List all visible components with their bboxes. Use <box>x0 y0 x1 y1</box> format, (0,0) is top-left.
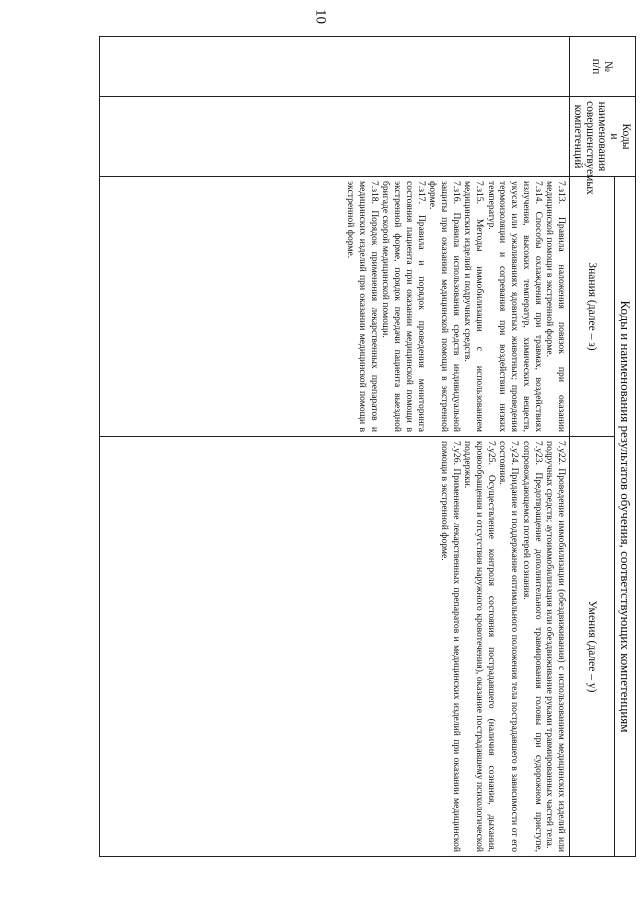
header-skills: Умения (далее – у) <box>570 437 615 857</box>
page-number: 10 <box>312 9 329 24</box>
competency-table <box>99 36 636 857</box>
skill-item: 7.у26. Применение лекарственных препаратов и медицинских изделий при оказании медицинской помощи в экстренной форме. <box>438 441 462 852</box>
knowledge-item: 7.з18. Порядок применения лекарственных препаратов и медицинских изделий при оказании медицинской помощи в экстренной форме. <box>345 181 380 432</box>
knowledge-item: 7.з14. Способы охлаждения при травмах, воздействиях излучения, высоких температур, химических веществ, укусах или ужаливаниях ядовитых животных; проведения термоизоляции и согревания при воздействии низких температур. <box>485 181 544 432</box>
knowledge-item: 7.з17. Правила и порядок проведения мониторинга состояния пациента при оказании медицинской помощи в экстренной форме, порядок передачи пациента выездной бригаде скорой медицинской помощи. <box>380 181 427 432</box>
header-num: № п/п <box>570 37 636 97</box>
skill-item: 7.у23. Предотвращение дополнительного травмирования головы при судорожном приступе, сопровождающемся потерей сознания. <box>520 441 544 852</box>
skill-item: 7.у22. Проведение иммобилизации (обездвиживания) с использованием медицинских изделий или подручных средств; аутоиммобилизация или обездвиживание руками травмированных частей тела. <box>544 441 567 852</box>
knowledge-item: 7.з16. Правила использования средств индивидуальной защиты при оказании медицинской помощи в экстренной форме. <box>427 181 462 432</box>
skill-item: 7.у24. Придание и поддержание оптимального положения тела пострадавшего в зависимости от его состояния. <box>497 441 521 852</box>
header-knowledge: Знания (далее – з) <box>570 177 615 437</box>
knowledge-item: 7.з15. Методы иммобилизации с использованием медицинских изделий и подручных средств. <box>462 181 486 432</box>
knowledge-item: 7.з13. Правила наложения повязок при оказании медицинской помощи в экстренной форме. <box>544 181 567 432</box>
knowledge-cell <box>100 177 570 437</box>
header-codes: Коды и наименования совершенствуемых компетенций <box>570 97 636 177</box>
skills-cell <box>100 437 570 857</box>
rotated-table-container <box>56 36 636 856</box>
header-results: Коды и наименования результатов обучения, соответствующих компетенциям <box>615 177 636 857</box>
cell-codes <box>100 97 570 177</box>
skill-item: 7.у25. Осуществление контроля состояния пострадавшего (наличия сознания, дыхания, кровообращения и отсутствия наружного кровотечения), оказание пострадавшему психологической поддержки. <box>462 441 497 852</box>
cell-num <box>100 37 570 97</box>
